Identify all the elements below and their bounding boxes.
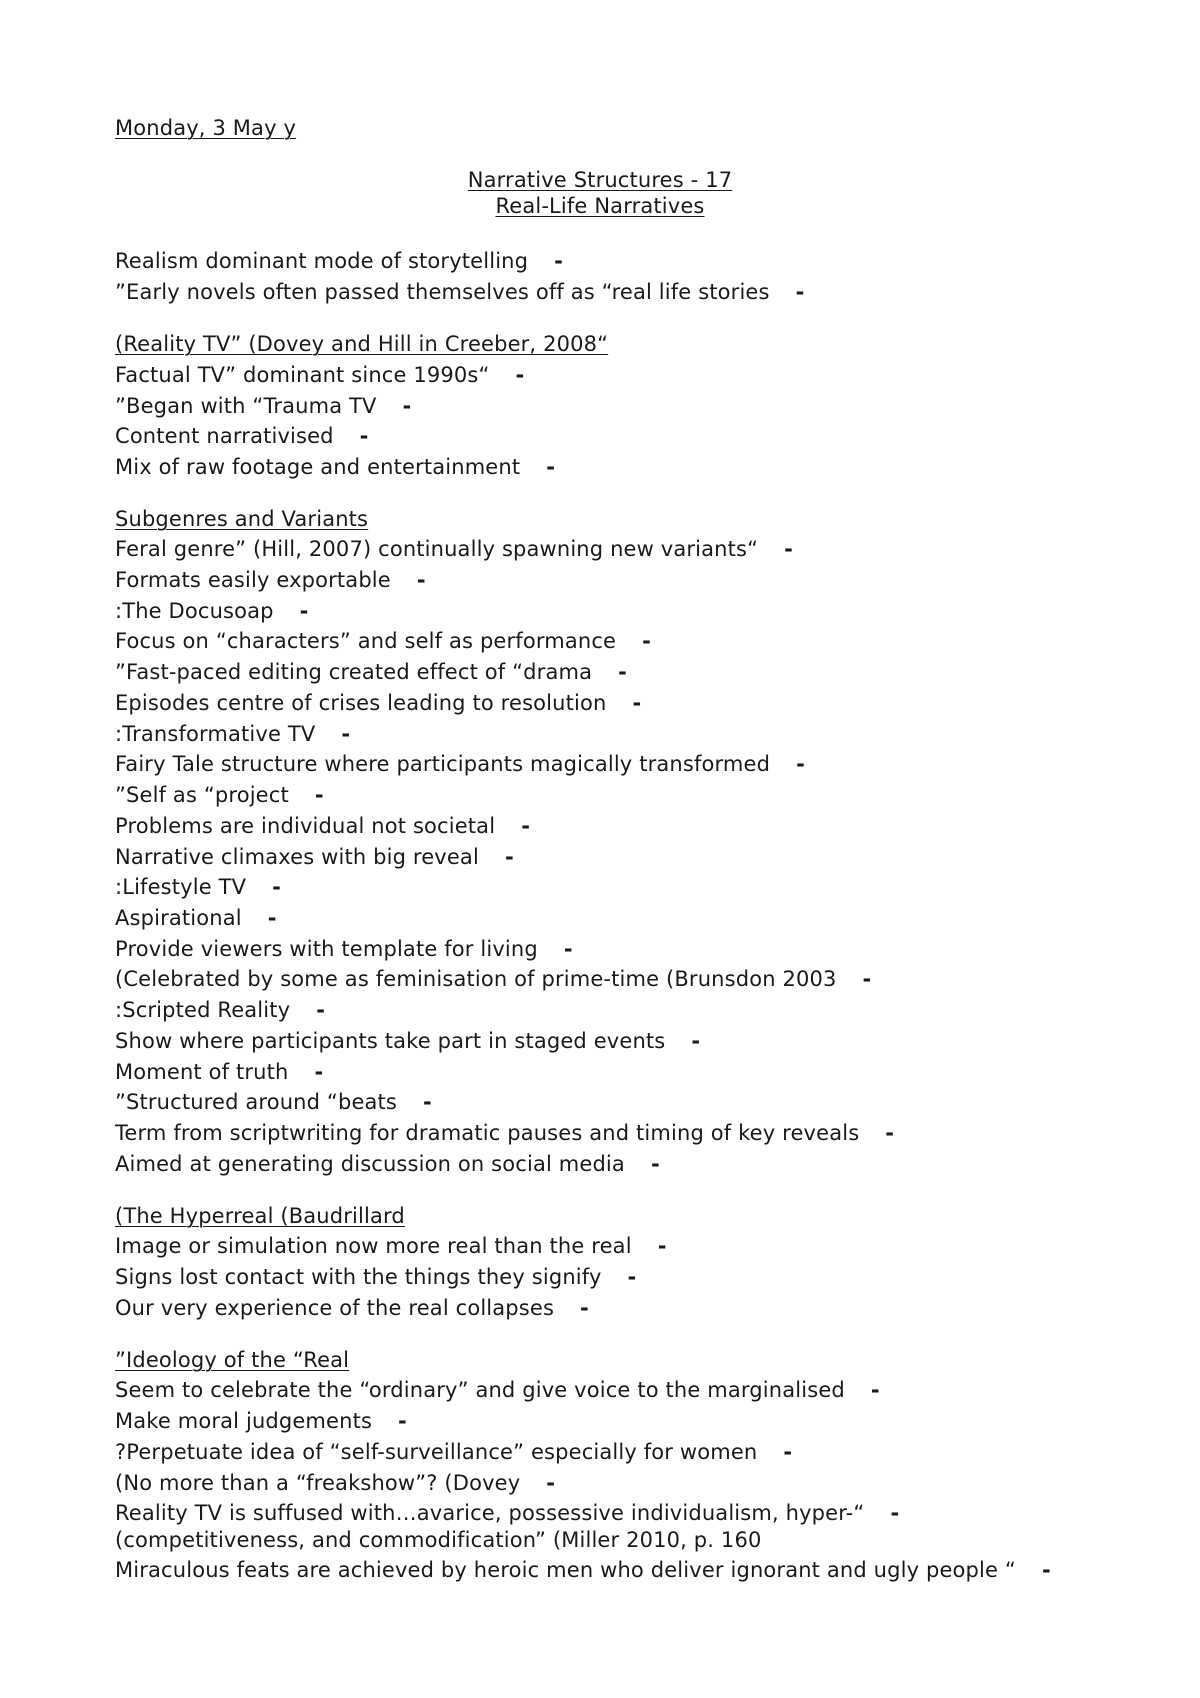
list-item: Aimed at generating discussion on social media - <box>115 1152 660 1176</box>
bullet-dash: - <box>423 1090 432 1114</box>
list-item: Fairy Tale structure where participants magically transformed - <box>115 752 805 776</box>
section-heading: ”Ideology of the “Real <box>115 1348 350 1372</box>
list-item: ”Structured around “beats - <box>115 1090 432 1114</box>
list-item: Miraculous feats are achieved by heroic men who deliver ignorant and ugly people “ - <box>115 1558 1051 1582</box>
bullet-dash: - <box>784 537 793 561</box>
bullet-dash: - <box>642 629 651 653</box>
list-item-continuation: (competitiveness, and commodification” (Miller 2010, p. 160 <box>115 1528 762 1552</box>
list-item: Moment of truth - <box>115 1060 324 1084</box>
bullet-dash: - <box>885 1121 895 1145</box>
list-item: Our very experience of the real collapses - <box>115 1296 589 1320</box>
bullet-dash: - <box>521 814 531 838</box>
bullet-dash: - <box>890 1501 900 1525</box>
list-item: :The Docusoap - <box>115 599 309 623</box>
list-item: ”Fast-paced editing created effect of “drama - <box>115 660 627 684</box>
section-heading: Subgenres and Variants <box>115 507 369 531</box>
list-item: Feral genre” (Hill, 2007) continually spawning new variants“ - <box>115 537 793 561</box>
bullet-dash: - <box>657 1234 667 1258</box>
list-item: Formats easily exportable - <box>115 568 426 592</box>
bullet-dash: - <box>267 906 277 930</box>
list-item: Provide viewers with template for living - <box>115 937 573 961</box>
bullet-dash: - <box>402 394 412 418</box>
section-heading: (The Hyperreal (Baudrillard <box>115 1204 405 1228</box>
list-item: Aspirational - <box>115 906 277 930</box>
list-item: :Scripted Reality - <box>115 998 326 1022</box>
intro-line: Realism dominant mode of storytelling - <box>115 249 563 273</box>
list-item: (Celebrated by some as feminisation of prime-time (Brunsdon 2003 - <box>115 967 872 991</box>
bullet-dash: - <box>783 1440 793 1464</box>
bullet-dash: - <box>398 1409 407 1433</box>
bullet-dash: - <box>546 1471 556 1495</box>
bullet-dash: - <box>580 1296 589 1320</box>
bullet-dash: - <box>554 249 563 273</box>
list-item: Problems are individual not societal - <box>115 814 531 838</box>
list-item: ”Self as “project - <box>115 783 324 807</box>
bullet-dash: - <box>316 998 326 1022</box>
list-item: ?Perpetuate idea of “self-surveillance” especially for women - <box>115 1440 793 1464</box>
bullet-dash: - <box>795 280 805 304</box>
list-item: Make moral judgements - <box>115 1409 407 1433</box>
list-item: :Lifestyle TV - <box>115 875 281 899</box>
bullet-dash: - <box>1041 1558 1051 1582</box>
bullet-dash: - <box>299 599 309 623</box>
title-line-2: Real-Life Narratives <box>495 194 705 218</box>
list-item: Show where participants take part in staged events - <box>115 1029 701 1053</box>
bullet-dash: - <box>341 722 351 746</box>
list-item: Term from scriptwriting for dramatic pauses and timing of key reveals - <box>115 1121 895 1145</box>
list-item: Narrative climaxes with big reveal - <box>115 845 514 869</box>
bullet-dash: - <box>632 691 642 715</box>
bullet-dash: - <box>650 1152 660 1176</box>
bullet-dash: - <box>416 568 426 592</box>
list-item: (No more than a “freakshow”? (Dovey - <box>115 1471 556 1495</box>
bullet-dash: - <box>563 937 573 961</box>
list-item: Signs lost contact with the things they signify - <box>115 1265 637 1289</box>
bullet-dash: - <box>870 1378 880 1402</box>
list-item: Reality TV is suffused with…avarice, possessive individualism, hyper-“ - <box>115 1501 900 1525</box>
list-item: Content narrativised - <box>115 424 369 448</box>
bullet-dash: - <box>314 783 324 807</box>
list-item: Seem to celebrate the “ordinary” and give voice to the marginalised - <box>115 1378 880 1402</box>
bullet-dash: - <box>546 455 556 479</box>
bullet-dash: - <box>862 967 872 991</box>
bullet-dash: - <box>515 363 525 387</box>
intro-line: ”Early novels often passed themselves off as “real life stories - <box>115 280 805 304</box>
bullet-dash: - <box>627 1265 637 1289</box>
list-item: Image or simulation now more real than the real - <box>115 1234 667 1258</box>
section-heading: (Reality TV” (Dovey and Hill in Creeber, 2008“ <box>115 332 609 356</box>
bullet-dash: - <box>691 1029 701 1053</box>
list-item: Mix of raw footage and entertainment - <box>115 455 556 479</box>
list-item: Episodes centre of crises leading to resolution - <box>115 691 642 715</box>
list-item: :Transformative TV - <box>115 722 351 746</box>
bullet-dash: - <box>796 752 805 776</box>
list-item: Focus on “characters” and self as performance - <box>115 629 651 653</box>
bullet-dash: - <box>314 1060 324 1084</box>
date-line: Monday, 3 May y <box>115 116 297 140</box>
bullet-dash: - <box>504 845 514 869</box>
bullet-dash: - <box>272 875 281 899</box>
list-item: ”Began with “Trauma TV - <box>115 394 412 418</box>
bullet-dash: - <box>359 424 369 448</box>
title-line-1: Narrative Structures - 17 <box>467 168 733 192</box>
list-item: Factual TV” dominant since 1990s“ - <box>115 363 525 387</box>
bullet-dash: - <box>618 660 627 684</box>
